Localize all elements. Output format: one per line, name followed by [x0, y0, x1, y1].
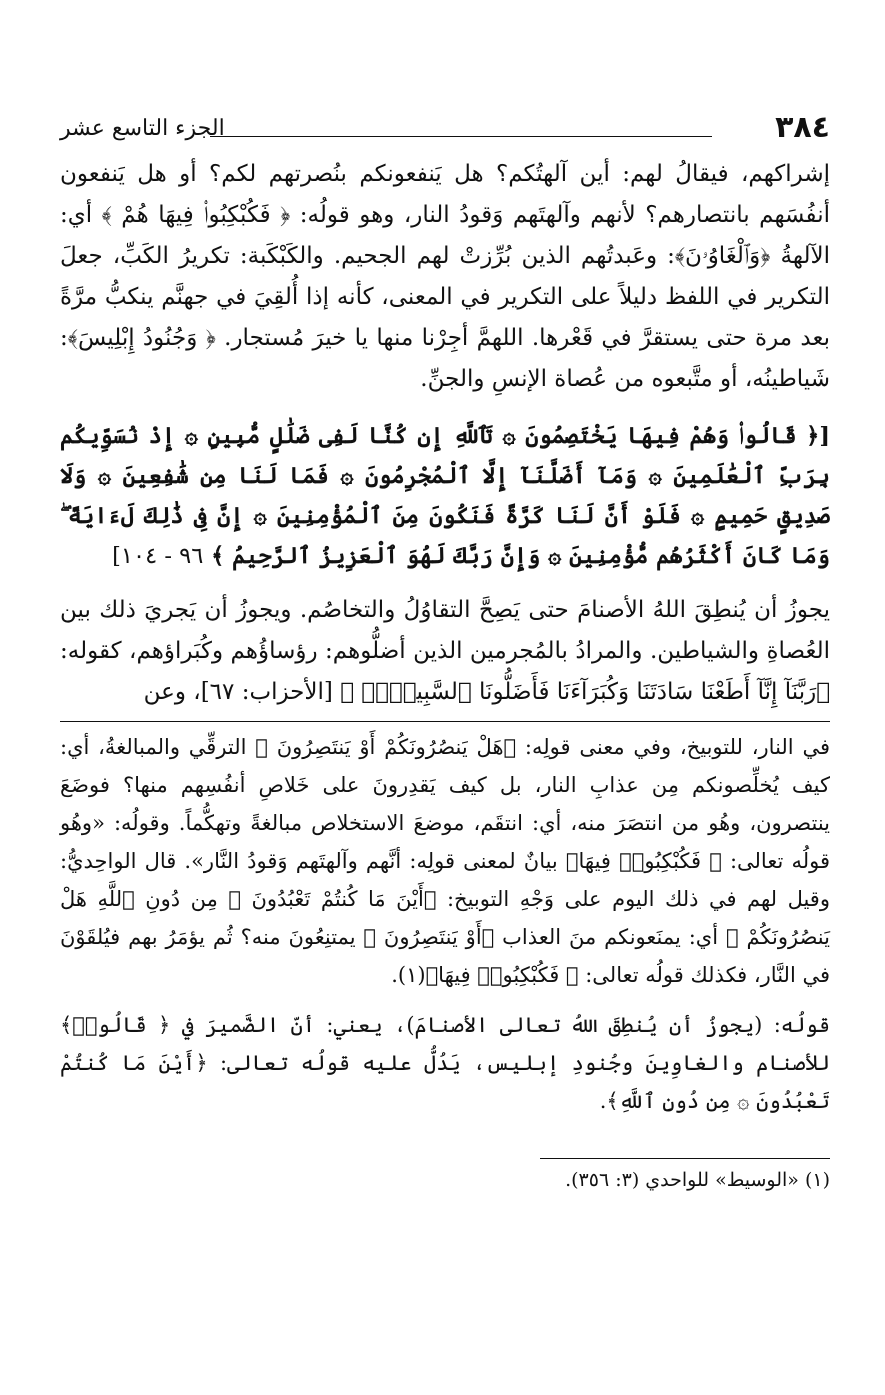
quran-verses [60, 416, 830, 576]
running-header [60, 110, 830, 154]
running-title: الجزء التاسع عشر [60, 116, 225, 141]
gloss-note-1: في النار، للتوبيخ، وفي معنى قولِه: ﴿هَلْ يَنصُرُونَكُمْ أَوْ يَنتَصِرُونَ ﴾ الترقِّي والمبالغةُ، أي: كيف يُخلِّصونكم مِن عذابِ النار، بل كيف يَقدِرونَ على خَلاصِ أنفُسِهم منها؟ فوضَعَ ينتصرون، وهُو من انتصَرَ منه، أي: انتقَم، موضعَ الاستخلاص مبالغةً وتهكُّماً. وقولُه: «وهُو قولُه تعالى: ﴿ فَكُبْكِبُوا۟ فِيهَا﴾ بيانٌ لمعنى قولِه: أنَّهم وآلهتَهم وَقودُ النَّار». قال الواحِديُّ: وقيل لهم في ذلك اليوم على وَجْهِ التوبيخ: ﴿أَيْنَ مَا كُنتُمْ تَعْبُدُونَ ۞ مِن دُونِ ٱللَّهِ هَلْ يَنصُرُونَكُمْ ﴾ أي: يمنَعونكم منَ العذاب ﴿أَوْ يَنتَصِرُونَ ﴾ يمتنِعُونَ منه؟ ثُم يؤمَرُ بهم فيُلقَوْنَ في النَّار، فكذلك قولُه تعالى: ﴿ فَكُبْكِبُوا۟ فِيهَا﴾(١). [60, 735, 831, 987]
gloss-note-2: قولُه: (يجوزُ أن يُنطِقَ اللهُ تعالى الأصنامَ)، يعني: أنّ الضَّميرَ في ﴿ قَالُوا۟﴾ للأصنام والغاوِينَ وجُنودِ إبليس، يَدُلُّ عليه قولُه تعالى: ﴿أَيْنَ مَا كُنتُمْ تَعْبُدُونَ ۞ مِن دُونِ ٱللَّهِ﴾. [60, 1013, 830, 1113]
page [60, 110, 830, 1191]
verses-reference: ٩٦ - ١٠٤] [112, 543, 204, 569]
page-number: ٣٨٤ [775, 110, 830, 145]
header-rule [210, 136, 712, 137]
verses-text: [﴿ قَالُوا۟ وَهُمْ فِيهَا يَخْتَصِمُونَ ۞ تَٱللَّهِ إِن كُنَّا لَفِى ضَلَٰلٍ مُّبِينٍ ۞ إِذْ نُسَوِّيكُم بِرَبِّ ٱلْعَٰلَمِينَ ۞ وَمَآ أَضَلَّنَآ إِلَّا ٱلْمُجْرِمُونَ ۞ فَمَا لَنَا مِن شَٰفِعِينَ ۞ وَلَا صَدِيقٍ حَمِيمٍ ۞ فَلَوْ أَنَّ لَنَا كَرَّةً فَنَكُونَ مِنَ ٱلْمُؤْمِنِينَ ۞ إِنَّ فِى ذَٰلِكَ لَءَايَةً ۖ وَمَا كَانَ أَكْثَرُهُم مُّؤْمِنِينَ ۞ وَإِنَّ رَبَّكَ لَهُوَ ٱلْعَزِيزُ ٱلرَّحِيمُ ﴾ [60, 423, 830, 569]
intro-paragraph: إشراكهم، فيقالُ لهم: أين آلهتُكم؟ هل يَنفعونكم بنُصرتهم لكم؟ أو هل يَنفعون أنفُسَهم بانتصارهم؟ لأنهم وآلهتَهم وَقودُ النار، وهو قولُه: ﴿ فَكُبْكِبُوا۟ فِيهَا هُمْ ﴾ أي: الآلهةُ ﴿وَٱلْغَاوُۥنَ﴾: وعَبدتُهم الذين بُرِّزتْ لهم الجحيم. والكَبْكَبة: تكريرُ الكَبِّ، جعلَ التكرير في اللفظ دليلاً على التكرير في المعنى، كأنه إذا أُلقِيَ في جهنَّم ينكبُّ مرَّةً بعد مرة حتى يستقرَّ في قَعْرها. اللهمَّ أجِرْنا منها يا خيرَ مُستجار. ﴿ وَجُنُودُ إِبْلِيسَ﴾: شَياطينُه، أو متَّبعوه من عُصاة الإنسِ والجنِّ. [60, 161, 830, 392]
footnote-rule [540, 1158, 830, 1159]
footnote: (١) «الوسيط» للواحدي (٣: ٣٥٦). [565, 1169, 830, 1191]
commentary-paragraph: يجوزُ أن يُنطِقَ اللهُ الأصنامَ حتى يَصِحَّ التقاوُلُ والتخاصُم. ويجوزُ أن يَجريَ ذلك بين العُصاةِ والشياطين. والمرادُ بالمُجرمين الذين أضلُّوهم: رؤساؤُهم وكُبَراؤهم، كقوله: ﴿رَبَّنَآ إِنَّآ أَطَعْنَا سَادَتَنَا وَكُبَرَآءَنَا فَأَضَلُّونَا ٱلسَّبِيلَا۠ ﴾ [الأحزاب: ٦٧]، وعن [60, 597, 830, 705]
notes-separator [60, 721, 830, 722]
